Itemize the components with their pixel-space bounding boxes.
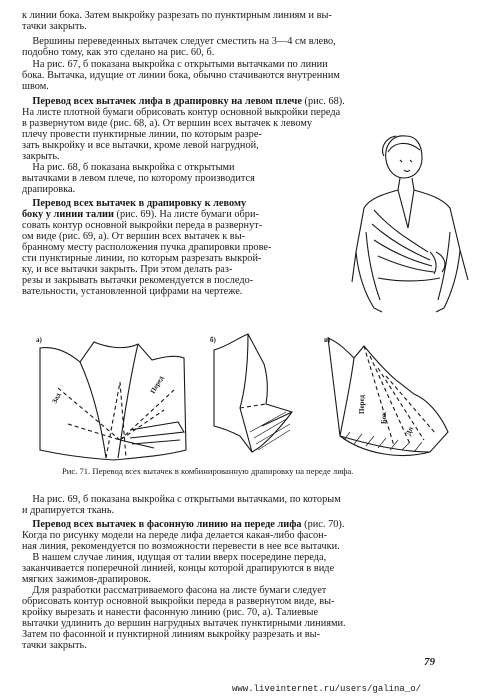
section-heading xyxy=(22,519,344,530)
text-line: сти пунктирные линии, по которым разрезать выкрой- xyxy=(22,253,262,264)
pattern-panel-a xyxy=(36,336,186,460)
figure-reference: (рис. 69). На листе бумаги обри- xyxy=(113,209,259,220)
source-url-link[interactable]: www.liveinternet.ru/users/galina_o/ xyxy=(232,684,422,694)
fashion-sketch-illustration xyxy=(344,132,478,318)
text-line: закрыть. xyxy=(22,151,60,162)
text-line: подобно тому, как это сделано на рис. 60, б. xyxy=(22,47,215,58)
text-line: тачки закрыть. xyxy=(22,21,87,32)
figure-reference: (рис. 70). xyxy=(301,519,345,530)
text-line: совать контур основной выкройки переда в развернут- xyxy=(22,220,263,231)
part-label: Перед xyxy=(148,374,166,395)
pattern-drawings-figure xyxy=(34,328,464,468)
section-heading xyxy=(22,96,345,107)
text-line: кройку вырезать и нанести фасонную линию (рис. 70, а). Талиевые xyxy=(22,607,319,618)
panel-label: б) xyxy=(210,336,216,344)
text-line: Когда по рисунку модели на переде лифа делается какая-либо фасон- xyxy=(22,530,328,541)
part-label: Дп xyxy=(404,425,415,437)
text-line: плечу провести пунктирные линии, по которым разре- xyxy=(22,129,262,140)
text-line: Затем по фасонной и пунктирной линиям выкройку разрезать и вы- xyxy=(22,629,321,640)
text-line: ку, и все вытачки закрыть. При этом делать раз- xyxy=(22,264,233,275)
panel-label: в) xyxy=(324,336,331,344)
panel-label: а) xyxy=(36,336,42,344)
figure-caption: Рис. 71. Перевод всех вытачек в комбинированную драпировку на переде лифа. xyxy=(62,466,354,476)
figure-reference: (рис. 68). xyxy=(301,96,345,107)
text-line: Вершины переведенных вытачек следует сместить на 3—4 см влево, xyxy=(22,36,336,47)
text-line: ом виде (рис. 69, а). От вершин всех вытачек к вы- xyxy=(22,231,246,242)
text-line: мягких зажимов-драпировок. xyxy=(22,574,152,585)
text-line: резы и закрывать вытачки рекомендуется в последо- xyxy=(22,275,254,286)
text-line: заканчивается поперечной линией, концы которой драпируются в виде xyxy=(22,563,335,574)
page-number: 79 xyxy=(424,656,435,668)
text-line: бока. Вытачка, идущие от линии бока, обычно стачиваются внутренним xyxy=(22,70,340,81)
section-heading-text: боку у линии талии xyxy=(22,209,114,220)
text-line: На рис. 69, б показана выкройка с открытыми вытачками, по которым xyxy=(22,494,341,505)
text-line: и драпируется ткань. xyxy=(22,505,115,516)
part-label: Перед xyxy=(358,394,366,414)
section-heading: Перевод всех вытачек в драпировку к левому xyxy=(22,198,247,209)
text-line: На листе плотной бумаги обрисовать контур основной выкройки переда xyxy=(22,107,341,118)
text-line: драпировка. xyxy=(22,184,76,195)
text-line: На рис. 68, б показана выкройка с открытыми xyxy=(22,162,235,173)
section-heading-text: Перевод всех вытачек в фасонную линию на переде лифа xyxy=(22,519,302,530)
section-heading xyxy=(22,209,259,220)
text-line: зать выкройку и все вытачки, кроме левой нагрудной, xyxy=(22,140,259,151)
text-line: вательности, установленной цифрами на чертеже. xyxy=(22,286,243,297)
text-line: швом. xyxy=(22,81,49,92)
section-heading-text: Перевод всех вытачек лифа в драпировку на левом плече xyxy=(22,96,302,107)
part-label: Зад xyxy=(50,391,63,405)
text-line: вытачками в левом плече, по которому производится xyxy=(22,173,255,184)
text-line: обрисовать контур основной выкройки переда в развернутом виде, вы- xyxy=(22,596,335,607)
text-line: ная линия, рекомендуется по возможности перевести в нее все вытачки. xyxy=(22,541,340,552)
text-line: На рис. 67, б показана выкройка с открытыми вытачками по линии xyxy=(22,59,328,70)
text-line: вытачки удлинить до вершин нагрудных вытачек пунктирными линиями. xyxy=(22,618,346,629)
part-label: Бок xyxy=(380,411,388,424)
pattern-panel-b xyxy=(210,334,292,452)
text-line: тачки закрыть. xyxy=(22,640,87,651)
text-line: В нашем случае линия, идущая от талии вверх посередине переда, xyxy=(22,552,327,563)
text-line: Для разработки рассматриваемого фасона на листе бумаги следует xyxy=(22,585,327,596)
text-line: к линии бока. Затем выкройку разрезать по пунктирным линиям и вы- xyxy=(22,10,332,21)
pattern-panel-c xyxy=(324,336,448,455)
text-line: в развернутом виде (рис. 68, а). От вершин всех вытачек к левому xyxy=(22,118,313,129)
text-line: бранному месту расположения пучка драпировки прове- xyxy=(22,242,272,253)
